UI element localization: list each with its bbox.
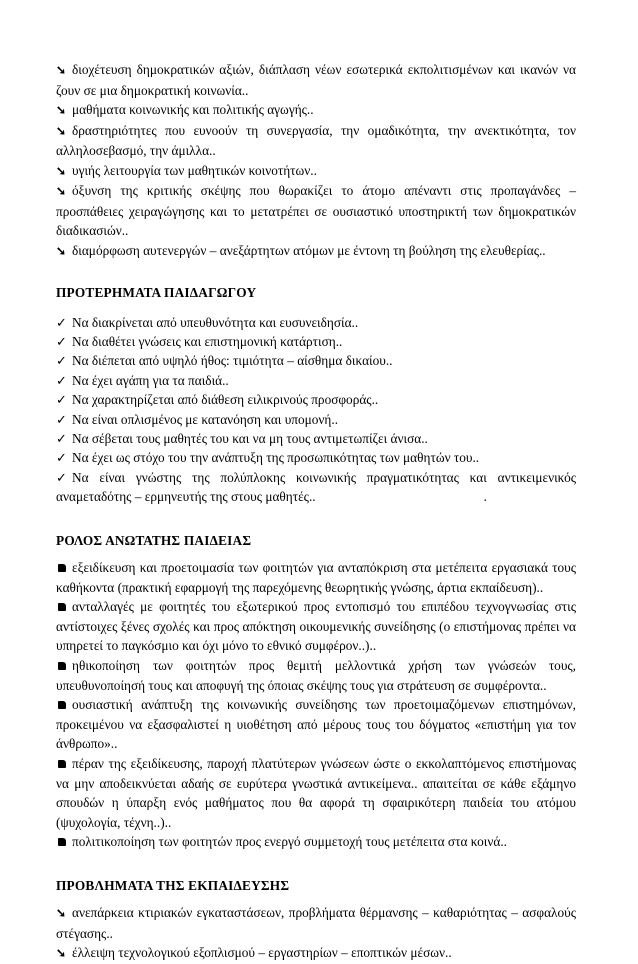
list-item: ✓ Να είναι οπλισμένος με κατανόηση και υπομονή.. <box>56 410 576 429</box>
educator-virtues-list <box>56 313 576 507</box>
square-bullet-icon <box>58 564 66 572</box>
list-item: ✓ Να σέβεται τους μαθητές του και να μη τους αντιμετωπίζει άνισα.. <box>56 429 576 448</box>
check-icon: ✓ <box>56 372 67 388</box>
square-bullet-icon <box>58 838 66 846</box>
check-icon: ✓ <box>56 333 67 349</box>
section-heading-higher-education-role: ΡΟΛΟΣ ΑΝΩΤΑΤΗΣ ΠΑΙΔΕΙΑΣ <box>56 532 252 548</box>
list-item: ➘ έλλειψη τεχνολογικού εξοπλισμού – εργαστηρίων – εποπτικών μέσων.. <box>56 943 576 964</box>
list-item: εξειδίκευση και προετοιμασία των φοιτητών για ανταπόκριση στα μετέπειτα εργασιακά τους καθήκοντα (πρακτική εφαρμογή της παρεχόμενης θεωρητικής γνώσης, άρτια εκπαίδευση).. <box>56 560 576 595</box>
arrow-bullet-icon: ➘ <box>56 184 67 198</box>
list-item: ✓ Να έχει αγάπη για τα παιδιά.. <box>56 371 576 390</box>
list-item: ➘ μαθήματα κοινωνικής και πολιτικής αγωγής.. <box>56 100 576 121</box>
check-icon: ✓ <box>56 392 67 408</box>
arrow-bullet-icon: ➘ <box>56 63 67 77</box>
square-bullet-icon <box>58 662 66 670</box>
list-item: ✓ Να διακρίνεται από υπευθυνότητα και ευσυνειδησία.. <box>56 313 576 332</box>
list-item: ✓ Να έχει ως στόχο του την ανάπτυξη της προσωπικότητας των μαθητών του.. <box>56 448 576 467</box>
list-item: ✓ Να είναι γνώστης της πολύπλοκης κοινωνικής πραγματικότητας και αντικειμενικός αναμεταδότης – ερμηνευτής της στους μαθητές.. . <box>56 468 576 507</box>
arrow-bullet-icon: ➘ <box>56 103 67 117</box>
arrow-bullet-icon: ➘ <box>56 123 67 138</box>
arrow-bullet-icon: ➘ <box>56 243 67 258</box>
section-heading-educator-virtues: ΠΡΟΤΕΡΗΜΑΤΑ ΠΑΙΔΑΓΩΓΟΥ <box>56 285 257 300</box>
list-item: ➘ διοχέτευση δημοκρατικών αξιών, διάπλαση νέων εσωτερικά εκπολιτισμένων και ικανών να ζουν σε μια δημοκρατική κοινωνία.. <box>56 62 576 98</box>
education-problems-list <box>56 903 576 964</box>
list-item: πέραν της εξειδίκευσης, παροχή πλατύτερων γνώσεων ώστε ο εκκολαπτόμενος επιστήμονας να μην αποδεικνύεται αδαής σε ευρύτερα γνωστικά αντικείμενα.. απαιτείται σε κάθε εξάμηνο σπουδών η ύπαρξη ενός μαθήματος που θα αφορά τη σφαιρικότερη παιδεία του ατόμου (ψυχολογία, τέχνη..).. <box>56 756 576 830</box>
square-bullet-icon <box>58 603 66 611</box>
check-icon: ✓ <box>56 430 67 446</box>
check-icon: ✓ <box>56 469 67 485</box>
section-heading-education-problems: ΠΡΟΒΛΗΜΑΤΑ ΤΗΣ ΕΚΠΑΙΔΕΥΣΗΣ <box>56 877 290 893</box>
list-item: ✓ Να διέπεται από υψηλό ήθος: τιμιότητα – αίσθημα δικαίου.. <box>56 351 576 370</box>
list-item: ➘ υγιής λειτουργία των μαθητικών κοινοτήτων.. <box>56 161 576 182</box>
list-item: πολιτικοποίηση των φοιτητών προς ενεργό συμμετοχή τους μετέπειτα στα κοινά.. <box>56 832 576 852</box>
list-item: ανταλλαγές με φοιτητές του εξωτερικού προς εντοπισμό του επιπέδου τεχνογνωσίας στις αντίστοιχες ξένες σχολές και προς απόκτηση οικουμενικής συνείδησης (ο επιστήμονας πρέπει να υπηρετεί το παγκόσμιο και όχι μόνο το εθνικό συμφέρον..).. <box>56 599 576 654</box>
check-icon: ✓ <box>56 353 67 369</box>
check-icon: ✓ <box>56 411 67 427</box>
check-icon: ✓ <box>56 450 67 466</box>
list-item: ✓ Να διαθέτει γνώσεις και επιστημονική κατάρτιση.. <box>56 332 576 351</box>
list-item: ➘ δραστηριότητες που ευνοούν τη συνεργασία, την ομαδικότητα, την ανεκτικότητα, τον αλληλοσεβασμό, την άμιλλα.. <box>56 122 576 158</box>
list-item: ➘ διαμόρφωση αυτενεργών – ανεξάρτητων ατόμων με έντονη τη βούληση της ελευθερίας.. <box>56 241 576 262</box>
list-item: ηθικοποίηση των φοιτητών προς θεμιτή μελλοντικά χρήση των γνώσεών τους, υπευθυνοποίησή τους και αποφυγή της όποιας σκέψης τους για στράτευση σε συμφέροντα.. <box>56 658 576 693</box>
document-page <box>56 60 576 964</box>
list-item: ➘ όξυνση της κριτικής σκέψης που θωρακίζει το άτομο απέναντι στις προπαγάνδες – προσπάθειες χειραγώγησης και το μετατρέπει σε ουσιαστικό υποστηρικτή των δημοκρατικών διαδικασιών.. <box>56 183 576 238</box>
square-bullet-icon <box>58 760 66 768</box>
square-bullet-icon <box>58 701 66 709</box>
check-icon: ✓ <box>56 314 67 330</box>
arrow-bullet-icon: ➘ <box>56 906 67 921</box>
arrow-bullet-icon: ➘ <box>56 946 67 961</box>
trailing-mark: . <box>483 489 487 505</box>
list-item: ✓ Να χαρακτηρίζεται από διάθεση ειλικρινούς προσφοράς.. <box>56 390 576 409</box>
democratic-values-list <box>56 60 576 261</box>
higher-education-role-list <box>56 558 576 852</box>
list-item: ➘ ανεπάρκεια κτιριακών εγκαταστάσεων, προβλήματα θέρμανσης – καθαριότητας – ασφαλούς στέγασης.. <box>56 905 576 941</box>
arrow-bullet-icon: ➘ <box>56 163 67 178</box>
list-item: ουσιαστική ανάπτυξη της κοινωνικής συνείδησης των προετοιμαζόμενων επιστημόνων, προκειμένου να εξασφαλιστεί η υιοθέτηση από μέρους τους του δόγματος «επιστήμη για τον άνθρωπο».. <box>56 697 576 752</box>
